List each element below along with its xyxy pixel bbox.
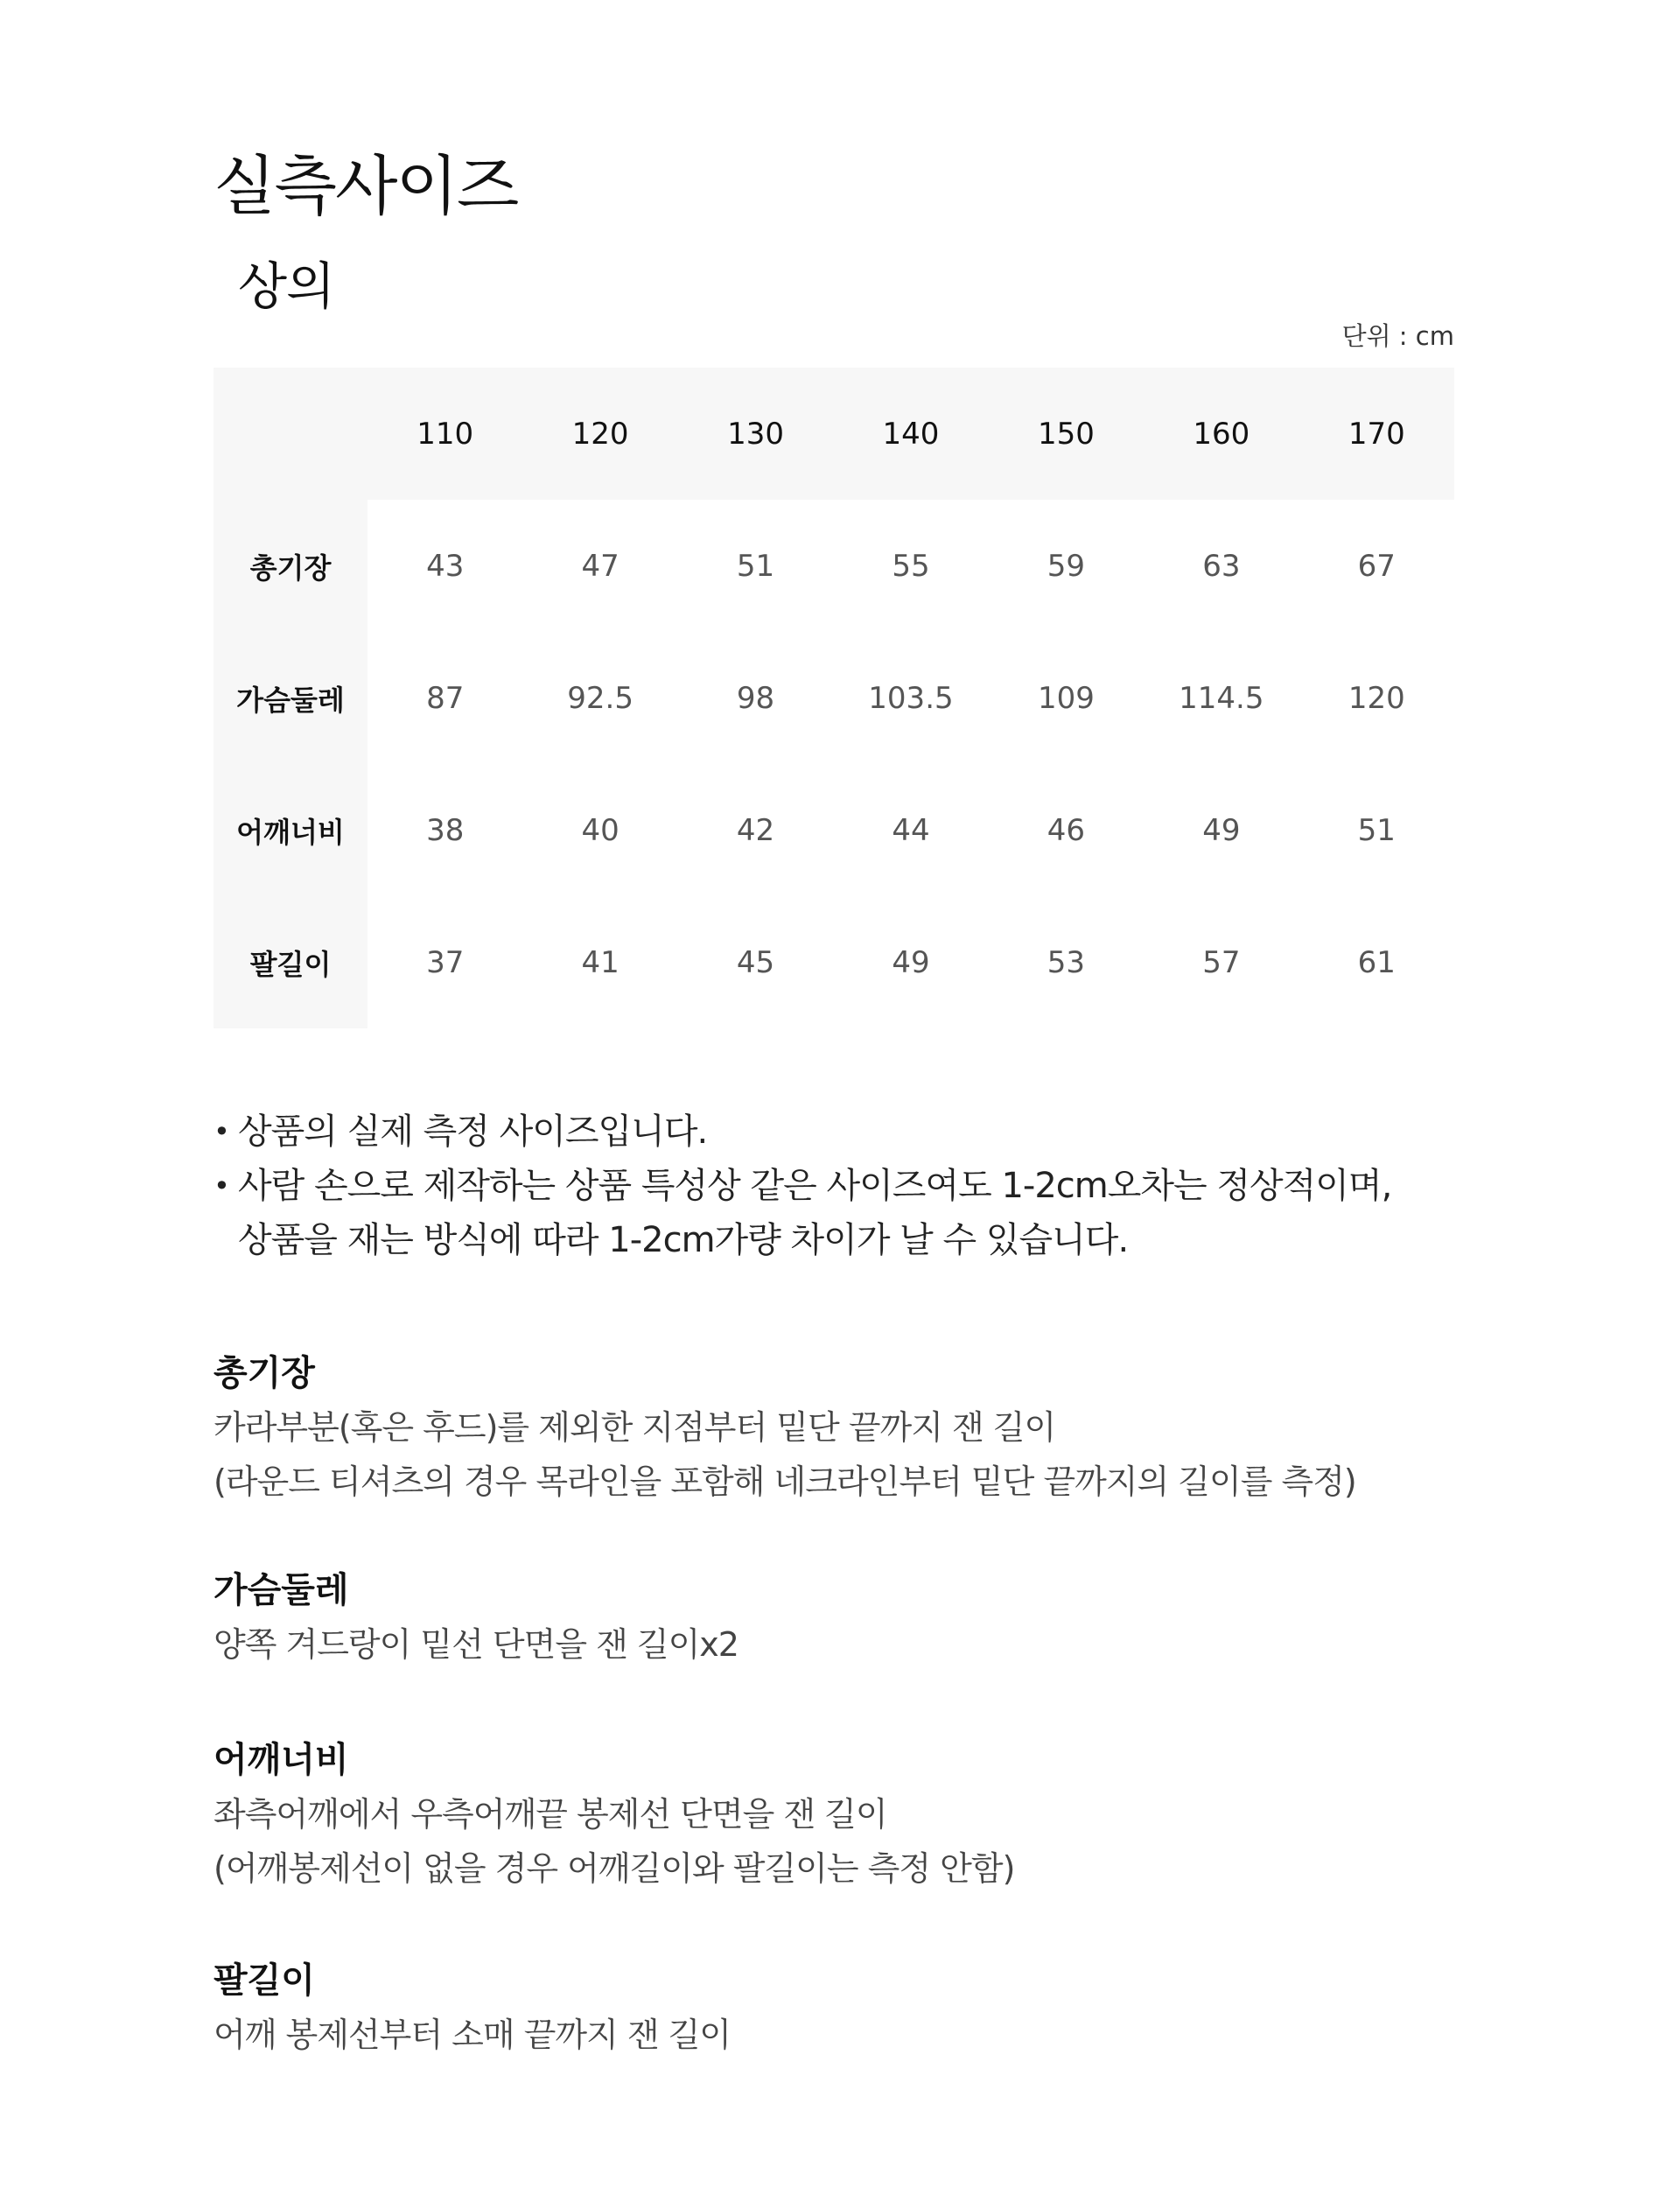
table-cell: 44	[833, 764, 988, 896]
size-header: 120	[522, 368, 677, 500]
table-corner-cell	[214, 368, 368, 500]
table-row	[214, 896, 1454, 1028]
definition-block	[214, 1953, 731, 2062]
table-cell: 57	[1144, 896, 1298, 1028]
definition-block	[214, 1563, 738, 1672]
note-item: • 상품의 실제 측정 사이즈입니다.	[214, 1105, 1526, 1159]
row-label: 가슴둘레	[214, 632, 368, 764]
table-cell: 49	[833, 896, 988, 1028]
table-cell: 55	[833, 500, 988, 632]
size-header: 110	[368, 368, 522, 500]
table-cell: 67	[1299, 500, 1454, 632]
size-table	[214, 368, 1454, 1028]
note-text-continued: 상품을 재는 방식에 따라 1-2cm가량 차이가 날 수 있습니다.	[238, 1220, 1129, 1260]
page-title: 실측사이즈	[214, 149, 518, 224]
unit-label: 단위 : cm	[1341, 321, 1454, 351]
definition-text: 좌측어깨에서 우측어깨끝 봉제선 단면을 잰 길이	[214, 1795, 887, 1834]
table-row	[214, 500, 1454, 632]
table-cell: 98	[678, 632, 833, 764]
definition-text: 어깨 봉제선부터 소매 끝까지 잰 길이	[214, 2016, 732, 2054]
definition-text: (라운드 티셔츠의 경우 목라인을 포함해 네크라인부터 밑단 끝까지의 길이를 측정)	[214, 1462, 1356, 1501]
table-cell: 37	[368, 896, 522, 1028]
table-cell: 61	[1299, 896, 1454, 1028]
definition-title: 팔길이	[214, 1960, 315, 2001]
table-cell: 43	[368, 500, 522, 632]
table-row	[214, 764, 1454, 896]
row-label: 어깨너비	[214, 764, 368, 896]
row-label: 총기장	[214, 500, 368, 632]
definition-block	[214, 1346, 1356, 1509]
table-cell: 40	[522, 764, 677, 896]
notes-list	[214, 1105, 1526, 1267]
definition-title: 가슴둘레	[214, 1570, 349, 1610]
size-header: 140	[833, 368, 988, 500]
table-cell: 45	[678, 896, 833, 1028]
note-text: 사람 손으로 제작하는 상품 특성상 같은 사이즈여도 1-2cm오차는 정상적이며,	[238, 1166, 1392, 1206]
definition-block	[214, 1733, 1014, 1896]
size-header: 150	[989, 368, 1144, 500]
definition-text: 양쪽 겨드랑이 밑선 단면을 잰 길이x2	[214, 1625, 738, 1664]
table-cell: 59	[989, 500, 1144, 632]
note-item	[214, 1159, 1526, 1267]
size-header: 160	[1144, 368, 1298, 500]
table-header-row	[214, 368, 1454, 500]
table-row	[214, 632, 1454, 764]
table-cell: 47	[522, 500, 677, 632]
table-cell: 109	[989, 632, 1144, 764]
table-cell: 120	[1299, 632, 1454, 764]
table-cell: 38	[368, 764, 522, 896]
table-cell: 51	[1299, 764, 1454, 896]
table-cell: 63	[1144, 500, 1298, 632]
definition-title: 어깨너비	[214, 1740, 349, 1780]
table-cell: 46	[989, 764, 1144, 896]
table-cell: 92.5	[522, 632, 677, 764]
table-cell: 41	[522, 896, 677, 1028]
table-cell: 42	[678, 764, 833, 896]
table-cell: 103.5	[833, 632, 988, 764]
table-cell: 114.5	[1144, 632, 1298, 764]
size-header: 170	[1299, 368, 1454, 500]
definition-text: (어깨봉제선이 없을 경우 어깨길이와 팔길이는 측정 안함)	[214, 1849, 1015, 1888]
table-cell: 87	[368, 632, 522, 764]
size-header: 130	[678, 368, 833, 500]
row-label: 팔길이	[214, 896, 368, 1028]
definition-title: 총기장	[214, 1353, 315, 1393]
definition-text: 카라부분(혹은 후드)를 제외한 지점부터 밑단 끝까지 잰 길이	[214, 1408, 1056, 1447]
table-cell: 53	[989, 896, 1144, 1028]
table-cell: 49	[1144, 764, 1298, 896]
table-cell: 51	[678, 500, 833, 632]
section-title: 상의	[238, 256, 335, 316]
